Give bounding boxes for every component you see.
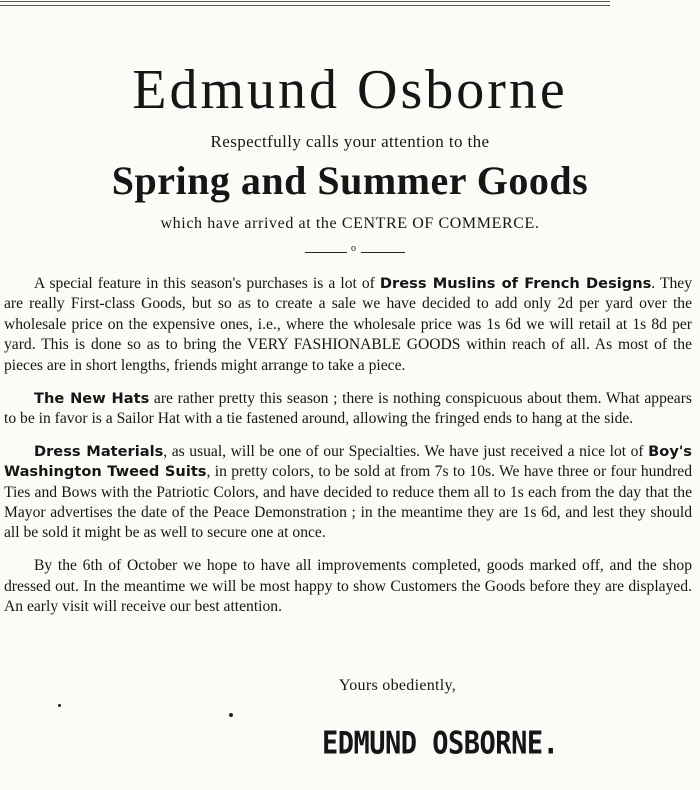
emphasis-new-hats: The New Hats [34,389,150,407]
signature: EDMUND OSBORNE. [322,726,559,762]
paragraph-hats: The New Hats are rather pretty this season ; there is nothing conspicuous about them. What appears to be in favor is a Sailor Hat with a tie fastened around, allowing the fringed ends to hang at the side. [4,389,692,427]
emphasis-dress-materials: Dress Materials [34,442,164,460]
print-speck [229,713,233,717]
print-speck [58,704,61,707]
top-border-rule [0,1,610,6]
advertisement-body [4,274,692,630]
subtitle: Respectfully calls your attention to the [210,132,490,151]
paragraph-muslins: A special feature in this season's purchases is a lot of Dress Muslins of French Designs. They are really First-class Goods, but so as to create a sale we have decided to add only 2d per yard over the wholesale price on the expensive ones, i.e., where the wholesale price was 1s 6d we will retail at 1s 8d per yard. This is done so as to bring the VERY FASHIONABLE GOODS within reach of all. As most of the pieces are in short lengths, friends might arrange to take a piece. [4,275,692,374]
merchant-name: Edmund Osborne [132,59,568,121]
headline: Spring and Summer Goods [111,158,589,203]
closing-salutation: Yours obediently, [339,677,457,694]
ornament-divider: o [305,247,405,257]
paragraph-materials: Dress Materials, as usual, will be one of our Specialties. We have just received a nice lot of Boy's Washington Tweed Suits, in pretty colors, to be sold at from 7s to 10s. We have three or four hundred Ties and Bows with the Patriotic Colors, and have decided to reduce them all to 1s each from the day that the Mayor advertises the date of the Peace Demonstration ; in the meantime they are 1s 6d, and lest they should all be sold it might be as well to secure one at once. [4,442,692,542]
arrival-notice: which have arrived at the CENTRE OF COMMERCE. [160,215,540,232]
emphasis-tweed-suits: Boy's Washington Tweed Suits [4,442,692,481]
emphasis-dress-muslins: Dress Muslins of French Designs [379,275,652,292]
paragraph-october: By the 6th of October we hope to have all improvements completed, goods marked off, and the shop dressed out. In the meantime we will be most happy to show Customers the Goods before they are displayed. An early visit will receive our best attention. [4,557,692,616]
